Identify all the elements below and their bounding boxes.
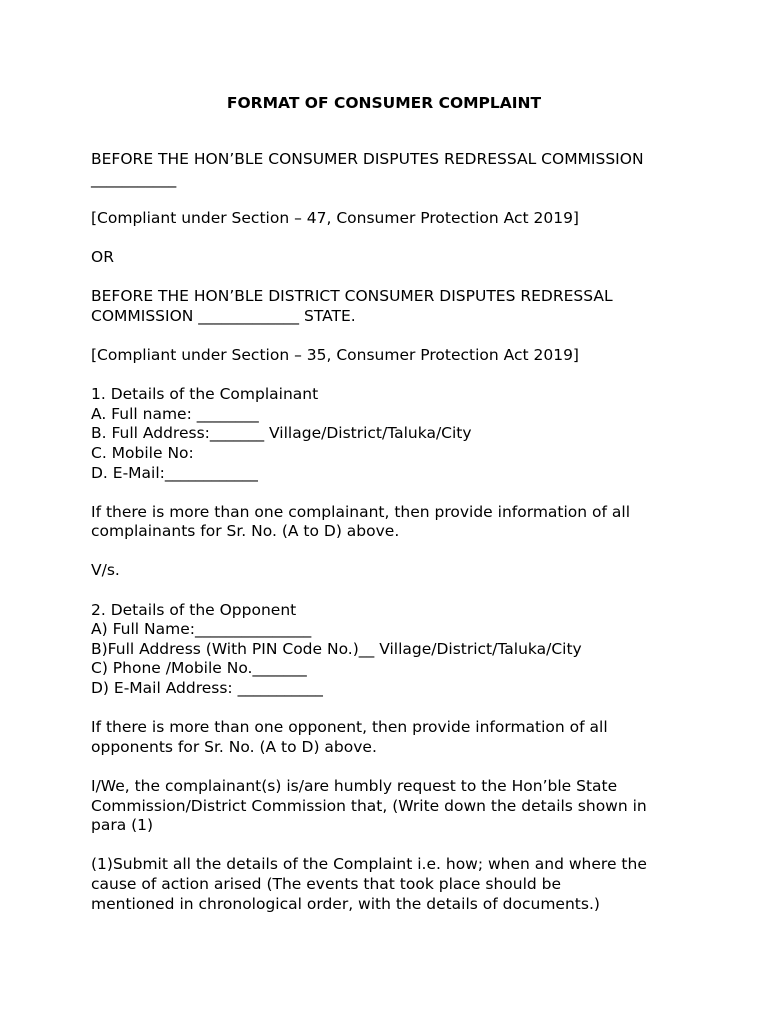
paragraph-multiple-complainants bbox=[91, 503, 691, 542]
paragraph-commission-heading bbox=[91, 150, 691, 189]
text-line: [Compliant under Section – 35, Consumer Protection Act 2019] bbox=[91, 345, 579, 364]
paragraph-section-47 bbox=[91, 209, 691, 229]
paragraph-district-commission-heading bbox=[91, 287, 691, 326]
text-line: D. E-Mail:____________ bbox=[91, 463, 258, 482]
document-title: FORMAT OF CONSUMER COMPLAINT bbox=[226, 94, 542, 112]
paragraph-request bbox=[91, 777, 691, 836]
text-line: C) Phone /Mobile No._______ bbox=[91, 659, 307, 678]
paragraph-complainant-details bbox=[91, 385, 691, 483]
paragraph-opponent-details bbox=[91, 601, 691, 699]
text-line: opponents for Sr. No. (A to D) above. bbox=[91, 737, 377, 756]
text-line: complainants for Sr. No. (A to D) above. bbox=[91, 522, 400, 541]
text-line: BEFORE THE HON’BLE DISTRICT CONSUMER DISPUTES REDRESSAL bbox=[91, 287, 613, 306]
text-line: If there is more than one complainant, then provide information of all bbox=[91, 502, 631, 521]
text-line: A. Full name: ________ bbox=[91, 404, 259, 423]
text-line: V/s. bbox=[91, 561, 120, 580]
text-line: D) E-Mail Address: ___________ bbox=[91, 679, 323, 698]
text-line: Commission/District Commission that, (Write down the details shown in bbox=[91, 796, 647, 815]
paragraph-versus bbox=[91, 561, 691, 581]
blank-line-field: ___________ bbox=[91, 169, 177, 188]
text-line: C. Mobile No: bbox=[91, 443, 194, 462]
text-line: mentioned in chronological order, with the details of documents.) bbox=[91, 894, 600, 913]
text-line: cause of action arised (The events that took place should be bbox=[91, 874, 562, 893]
text-line: If there is more than one opponent, then provide information of all bbox=[91, 718, 608, 737]
paragraph-section-35 bbox=[91, 346, 691, 366]
paragraph-or bbox=[91, 248, 691, 268]
text-line: B. Full Address:_______ Village/District/Taluka/City bbox=[91, 424, 472, 443]
text-line: para (1) bbox=[91, 816, 154, 835]
text-line: (1)Submit all the details of the Complaint i.e. how; when and where the bbox=[91, 855, 647, 874]
text-line: BEFORE THE HON’BLE CONSUMER DISPUTES REDRESSAL COMMISSION bbox=[91, 150, 644, 168]
document-body bbox=[91, 150, 691, 934]
text-line: COMMISSION _____________ STATE. bbox=[91, 306, 356, 325]
paragraph-multiple-opponents bbox=[91, 718, 691, 757]
paragraph-complaint-details bbox=[91, 855, 691, 914]
section-heading: 2. Details of the Opponent bbox=[91, 600, 297, 619]
text-line: B)Full Address (With PIN Code No.)__ Village/District/Taluka/City bbox=[91, 639, 582, 658]
text-line: I/We, the complainant(s) is/are humbly request to the Hon’ble State bbox=[91, 777, 618, 795]
text-line: OR bbox=[91, 247, 114, 266]
text-line: A) Full Name:_______________ bbox=[91, 620, 312, 639]
text-line: [Compliant under Section – 47, Consumer Protection Act 2019] bbox=[91, 208, 579, 227]
section-heading: 1. Details of the Complainant bbox=[91, 385, 319, 404]
